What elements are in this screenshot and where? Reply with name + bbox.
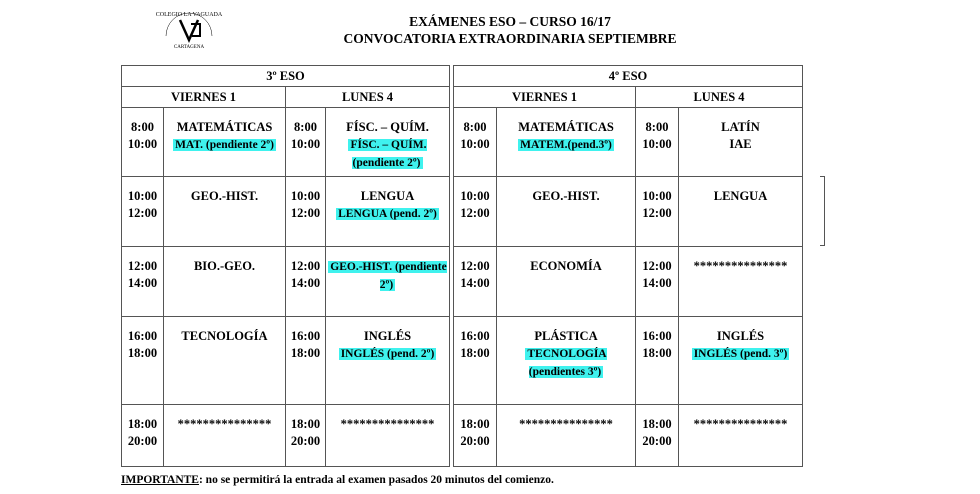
subject-cell: INGLÉS INGLÉS (pend. 2º) (326, 317, 450, 405)
subject-cell: TECNOLOGÍA (164, 317, 286, 405)
subject-cell: BIO.-GEO. (164, 247, 286, 317)
table-row (122, 108, 803, 177)
day-header: LUNES 4 (286, 87, 450, 108)
page-title: EXÁMENES ESO – CURSO 16/17 (409, 14, 611, 29)
group-header-4eso: 4º ESO (454, 66, 803, 87)
time-cell: 18:00 20:00 (286, 405, 326, 467)
logo-text-top: COLEGIO LA VAGUADA (155, 12, 223, 18)
subject-cell: ECONOMÍA (497, 247, 636, 317)
subject-cell: GEO.-HIST. (497, 177, 636, 247)
pending-highlight: GEO.-HIST. (pendiente 2º) (330, 261, 447, 291)
subject-cell: LENGUA (679, 177, 803, 247)
pending-highlight: TECNOLOGÍA (pendientes 3º) (527, 348, 607, 378)
time-cell: 16:00 18:00 (286, 317, 326, 405)
pending-highlight: FÍSC. – QUÍM. (pendiente 2º) (350, 139, 427, 169)
table-row (122, 405, 803, 467)
group-header-3eso: 3º ESO (122, 66, 450, 87)
pending-highlight: LENGUA (pend. 2º) (338, 208, 437, 220)
pending-highlight: MATEM.(pend.3º) (520, 139, 612, 151)
page-subtitle: CONVOCATORIA EXTRAORDINARIA SEPTIEMBRE (343, 31, 677, 46)
subject-cell: FÍSC. – QUÍM. FÍSC. – QUÍM. (pendiente 2º) (326, 108, 450, 177)
subject-cell: *************** (326, 405, 450, 467)
table-row (122, 247, 803, 317)
time-cell: 10:00 12:00 (636, 177, 679, 247)
pending-highlight: INGLÉS (pend. 2º) (340, 348, 435, 360)
time-cell: 12:00 14:00 (286, 247, 326, 317)
table-row (122, 177, 803, 247)
exam-schedule-table (121, 65, 803, 467)
subject-cell: INGLÉS INGLÉS (pend. 3º) (679, 317, 803, 405)
time-cell: 18:00 20:00 (636, 405, 679, 467)
day-header: VIERNES 1 (122, 87, 286, 108)
subject-cell (326, 247, 450, 317)
time-cell: 10:00 12:00 (286, 177, 326, 247)
time-cell: 8:00 10:00 (122, 108, 164, 177)
subject-cell: LENGUA LENGUA (pend. 2º) (326, 177, 450, 247)
table-edge-artifact (820, 176, 825, 246)
subject-cell: PLÁSTICA TECNOLOGÍA (pendientes 3º) (497, 317, 636, 405)
subject-cell: *************** (679, 247, 803, 317)
time-cell: 10:00 12:00 (122, 177, 164, 247)
time-cell: 16:00 18:00 (122, 317, 164, 405)
time-cell: 8:00 10:00 (286, 108, 326, 177)
subject-cell: *************** (164, 405, 286, 467)
time-cell: 16:00 18:00 (636, 317, 679, 405)
subject-cell: MATEMÁTICAS MATEM.(pend.3º) (497, 108, 636, 177)
footer-note (121, 474, 554, 486)
subject-cell: MATEMÁTICAS MAT. (pendiente 2º) (164, 108, 286, 177)
subject-cell: LATÍN IAE (679, 108, 803, 177)
time-cell: 12:00 14:00 (636, 247, 679, 317)
time-cell: 8:00 10:00 (636, 108, 679, 177)
subject-cell: *************** (679, 405, 803, 467)
pending-highlight: MAT. (pendiente 2º) (175, 139, 274, 151)
table-row (122, 317, 803, 405)
subject-cell: *************** (497, 405, 636, 467)
day-header: VIERNES 1 (454, 87, 636, 108)
time-cell: 16:00 18:00 (454, 317, 497, 405)
time-cell: 18:00 20:00 (122, 405, 164, 467)
time-cell: 12:00 14:00 (122, 247, 164, 317)
day-header: LUNES 4 (636, 87, 803, 108)
footer-label: IMPORTANTE (121, 474, 199, 486)
time-cell: 10:00 12:00 (454, 177, 497, 247)
subject-cell: GEO.-HIST. (164, 177, 286, 247)
logo-text-bottom: CARTAGENA (173, 45, 205, 50)
time-cell: 18:00 20:00 (454, 405, 497, 467)
pending-highlight: INGLÉS (pend. 3º) (693, 348, 788, 360)
footer-text: : no se permitirá la entrada al examen pasados 20 minutos del comienzo. (198, 474, 554, 486)
time-cell: 12:00 14:00 (454, 247, 497, 317)
time-cell: 8:00 10:00 (454, 108, 497, 177)
